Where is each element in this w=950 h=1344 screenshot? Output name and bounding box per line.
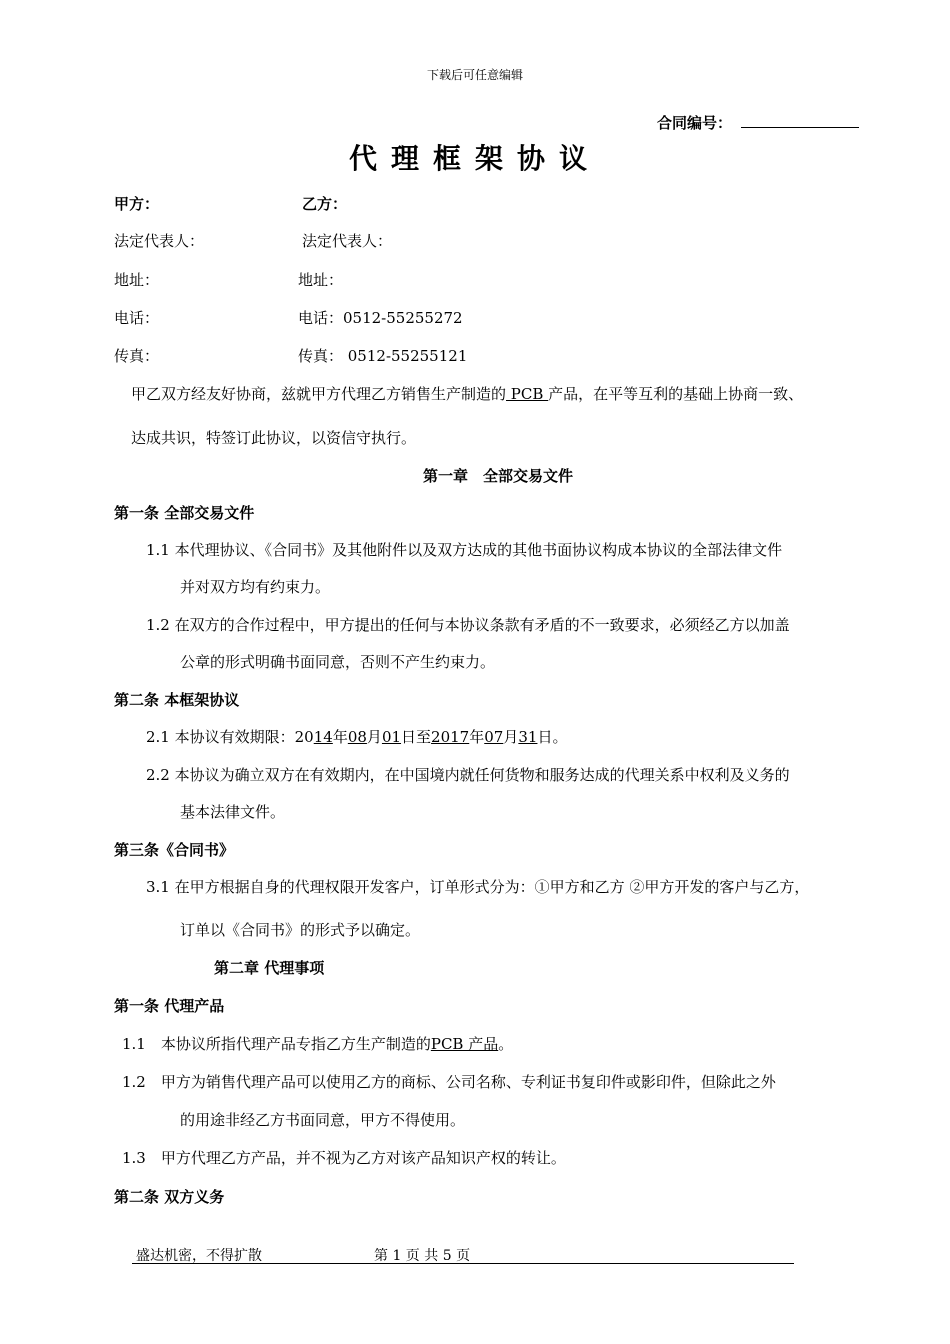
intro-text-1: 甲乙双方经友好协商，兹就甲方代理乙方销售生产制造的 — [131, 385, 507, 403]
party-b-address: 地址： — [298, 271, 344, 289]
clause-2-1 — [146, 726, 567, 747]
ch2-clause-1-1 — [122, 1033, 513, 1054]
term-end-month: 07 — [484, 728, 504, 746]
term-start-day: 01 — [381, 728, 402, 746]
intro-line-2: 达成共识，特签订此协议，以资信守执行。 — [131, 429, 417, 447]
ch1-article-1-heading: 第一条 全部交易文件 — [114, 504, 255, 522]
party-a-fax: 传真： — [114, 347, 160, 365]
chapter-2-heading: 第二章 代理事项 — [214, 959, 325, 977]
contract-number-label: 合同编号： — [657, 114, 733, 132]
clause-1-2-line-2: 公章的形式明确书面同意，否则不产生约束力。 — [180, 653, 496, 671]
term-end-year: 2017 — [431, 728, 470, 746]
party-b-legal-rep: 法定代表人： — [302, 232, 393, 250]
ch2-clause-1-3: 1.3 甲方代理乙方产品，并不视为乙方对该产品知识产权的转让。 — [122, 1149, 566, 1167]
footer-confidential: 盛达机密，不得扩散 — [136, 1248, 262, 1264]
term-text: 月 — [503, 728, 519, 746]
intro-pcb: PCB — [506, 385, 549, 403]
party-b-fax: 传真： 0512-55255121 — [298, 347, 468, 365]
term-text: 年 — [469, 728, 485, 746]
clause-text: 1.1 本协议所指代理产品专指乙方生产制造的 — [122, 1035, 431, 1053]
intro-text-2: 产品，在平等互利的基础上协商一致、 — [548, 385, 804, 403]
ch2-article-1-heading: 第一条 代理产品 — [114, 997, 225, 1015]
party-a-label: 甲方： — [114, 195, 160, 213]
ch2-article-2-heading: 第二条 双方义务 — [114, 1188, 225, 1206]
clause-text: 。 — [498, 1035, 514, 1053]
ch2-clause-1-2-line-1: 1.2 甲方为销售代理产品可以使用乙方的商标、公司名称、专利证书复印件或影印件，但除此之外 — [122, 1073, 776, 1091]
term-prefix: 2.1 本协议有效期限：20 — [146, 728, 314, 746]
term-text: 日。 — [537, 728, 568, 746]
clause-1-2-line-1: 1.2 在双方的合作过程中，甲方提出的任何与本协议条款有矛盾的不一致要求，必须经乙方以加盖 — [146, 616, 790, 634]
clause-2-2-line-1: 2.2 本协议为确立双方在有效期内，在中国境内就任何货物和服务达成的代理关系中权利及义务的 — [146, 766, 790, 784]
ch2-clause-1-2-line-2: 的用途非经乙方书面同意，甲方不得使用。 — [180, 1111, 466, 1129]
contract-number-blank — [741, 127, 859, 128]
intro-line-1 — [131, 383, 803, 404]
term-text: 月 — [366, 728, 382, 746]
chapter-1-heading: 第一章 全部交易文件 — [422, 467, 573, 485]
term-text: 年 — [332, 728, 348, 746]
clause-3-1-line-1: 3.1 在甲方根据自身的代理权限开发客户，订单形式分为：①甲方和乙方 ②甲方开发的客户与乙方， — [146, 878, 810, 896]
ch1-article-2-heading: 第二条 本框架协议 — [114, 691, 240, 709]
term-end-day: 31 — [518, 728, 538, 746]
term-start-year: 14 — [313, 728, 333, 746]
party-b-label: 乙方： — [302, 195, 348, 213]
clause-3-1-line-2: 订单以《合同书》的形式予以确定。 — [180, 921, 421, 939]
party-a-address: 地址： — [114, 271, 160, 289]
clause-1-1-line-1: 1.1 本代理协议、《合同书》及其他附件以及双方达成的其他书面协议构成本协议的全部法律文件 — [146, 541, 783, 559]
header-note: 下载后可任意编辑 — [426, 68, 523, 82]
party-b-phone: 电话：0512-55255272 — [298, 309, 463, 327]
party-a-legal-rep: 法定代表人： — [114, 232, 205, 250]
clause-1-1-line-2: 并对双方均有约束力。 — [180, 578, 331, 596]
ch1-article-3-heading: 第三条《合同书》 — [114, 841, 235, 859]
clause-2-2-line-2: 基本法律文件。 — [180, 803, 286, 821]
footer-page-number: 第 1 页 共 5 页 — [374, 1248, 471, 1264]
page-title: 代理框架协议 — [348, 142, 601, 175]
pcb-product: PCB 产品 — [430, 1035, 499, 1053]
term-text: 日至 — [401, 728, 432, 746]
term-start-month: 08 — [347, 728, 367, 746]
party-a-phone: 电话： — [114, 309, 160, 327]
